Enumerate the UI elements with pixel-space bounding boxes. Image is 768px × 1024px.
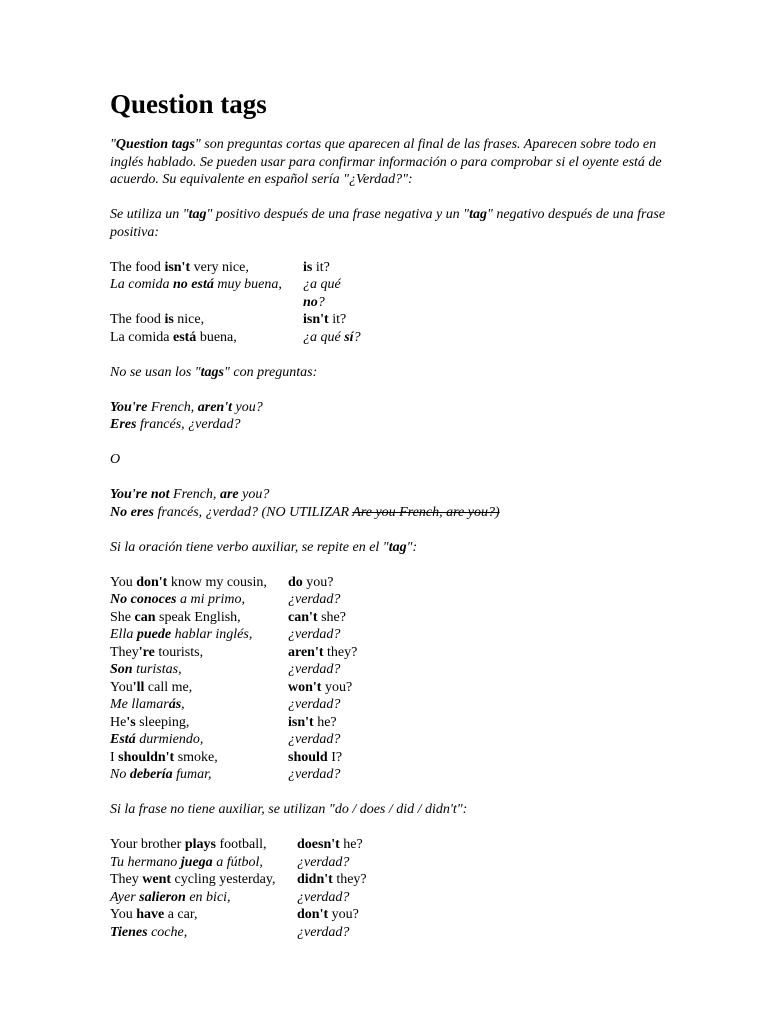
text: French, bbox=[169, 487, 220, 502]
rule-no-questions bbox=[110, 364, 670, 382]
bold-text: 'll bbox=[132, 679, 145, 695]
bold-text: Son bbox=[110, 662, 133, 677]
document-page bbox=[110, 86, 670, 941]
sentence-cell bbox=[110, 766, 288, 784]
rule3-text-b: ": bbox=[406, 539, 418, 555]
bold-text: aren't bbox=[288, 644, 324, 660]
bold-text: can bbox=[134, 609, 156, 625]
text: they? bbox=[332, 872, 367, 887]
intro-text: son preguntas cortas que aparecen al final de las frases. Aparecen sobre todo en inglés hablado. Se pueden usar para confirmar información o para comprobar si el oyente está de acuerdo. Su equivalente en español sería "¿Verdad?": bbox=[110, 137, 662, 187]
text: The food bbox=[110, 312, 165, 327]
tag-cell: ¿verdad? bbox=[288, 662, 341, 677]
sentence-cell bbox=[110, 924, 297, 942]
rule1-text-b: " positivo después de una frase negativa y un " bbox=[206, 207, 470, 222]
text: francés, ¿verdad? bbox=[136, 417, 241, 432]
tag-cell bbox=[303, 276, 361, 311]
rule2-text-b: " con preguntas: bbox=[224, 364, 318, 380]
text: very nice, bbox=[190, 259, 249, 275]
text: know my cousin, bbox=[167, 574, 267, 590]
text: nice, bbox=[173, 312, 205, 327]
tag-cell: ¿verdad? bbox=[288, 592, 341, 607]
table-row bbox=[110, 696, 357, 714]
sentence-cell bbox=[110, 591, 288, 609]
text: he? bbox=[339, 837, 363, 852]
text: fumar, bbox=[172, 767, 212, 782]
tag-cell bbox=[288, 714, 357, 732]
table-row bbox=[110, 924, 367, 942]
bold-text: can't bbox=[288, 609, 318, 625]
sentence-cell bbox=[110, 574, 288, 592]
tag-cell: ¿verdad? bbox=[288, 697, 341, 712]
strikethrough-text: Are you French, are you?) bbox=[352, 504, 500, 520]
table-row bbox=[110, 574, 357, 592]
example-line bbox=[110, 399, 670, 417]
text: sleeping, bbox=[135, 714, 190, 730]
sentence-cell bbox=[110, 609, 288, 627]
text: speak English, bbox=[155, 609, 241, 625]
bold-text: juega bbox=[180, 854, 213, 870]
table-row bbox=[110, 889, 367, 907]
bold-text: isn't bbox=[164, 259, 191, 275]
text: he? bbox=[313, 714, 337, 730]
text: you? bbox=[302, 574, 334, 590]
table-row bbox=[110, 591, 357, 609]
bold-text: doesn't bbox=[297, 837, 340, 852]
tag-cell: ¿verdad? bbox=[297, 889, 350, 905]
bold-text: You're not bbox=[110, 487, 170, 502]
example-line bbox=[110, 504, 670, 522]
text: ¿a qué bbox=[303, 329, 345, 345]
bold-text: puede bbox=[136, 627, 172, 642]
sentence-cell bbox=[110, 661, 288, 679]
text: Your brother bbox=[110, 837, 185, 852]
rule1-tag-b: tag bbox=[469, 207, 487, 222]
table-row bbox=[110, 311, 361, 329]
text: coche, bbox=[147, 924, 188, 940]
bold-text: No eres bbox=[110, 504, 154, 520]
sentence-cell bbox=[110, 259, 303, 277]
text: you? bbox=[232, 399, 263, 415]
tag-cell: ¿verdad? bbox=[297, 854, 350, 870]
tag-cell bbox=[303, 329, 361, 347]
page-title: Question tags bbox=[110, 89, 267, 119]
bold-text: is bbox=[303, 259, 313, 275]
tag-cell bbox=[303, 259, 361, 277]
rule3-text-a: Si la oración tiene verbo auxiliar, se repite en el " bbox=[110, 539, 389, 555]
examples-table-do-does-did bbox=[110, 836, 367, 941]
text: smoke, bbox=[174, 749, 218, 765]
bold-text: salieron bbox=[139, 889, 186, 905]
text: Tu hermano bbox=[110, 854, 181, 870]
table-row bbox=[110, 259, 361, 277]
text: you? bbox=[321, 679, 353, 695]
bold-text: No conoces bbox=[110, 592, 177, 607]
table-row bbox=[110, 871, 367, 889]
text: tourists, bbox=[154, 644, 204, 660]
bold-text: isn't bbox=[303, 312, 329, 327]
bold-text: You're bbox=[110, 399, 148, 415]
tag-cell bbox=[297, 906, 367, 924]
bold-text: Está bbox=[110, 732, 136, 747]
tag-cell bbox=[288, 644, 357, 662]
example-line bbox=[110, 416, 670, 434]
rule2-text-a: No se usan los " bbox=[110, 364, 201, 380]
text: a mi primo, bbox=[176, 592, 245, 607]
bold-text: 's bbox=[126, 714, 136, 730]
text: , bbox=[181, 697, 185, 712]
tag-cell bbox=[288, 609, 357, 627]
text: ? bbox=[317, 294, 325, 310]
sentence-cell bbox=[110, 749, 288, 767]
sentence-cell bbox=[110, 906, 297, 924]
text: Me llamar bbox=[110, 697, 169, 712]
tag-cell: ¿verdad? bbox=[297, 924, 350, 940]
text: hablar inglés, bbox=[171, 627, 253, 642]
bold-text: 're bbox=[138, 644, 155, 660]
table-row bbox=[110, 766, 357, 784]
bold-text: sí bbox=[344, 329, 354, 345]
table-row bbox=[110, 836, 367, 854]
tag-cell: ¿verdad? bbox=[288, 767, 341, 782]
text: She bbox=[110, 609, 135, 625]
sentence-cell bbox=[110, 329, 303, 347]
bold-text: está bbox=[172, 329, 197, 345]
tag-cell bbox=[288, 679, 357, 697]
sentence-cell bbox=[110, 854, 297, 872]
text: you? bbox=[238, 487, 270, 502]
sentence-cell bbox=[110, 679, 288, 697]
table-row bbox=[110, 276, 361, 311]
text: The food bbox=[110, 259, 165, 275]
tag-cell bbox=[297, 871, 367, 889]
bold-text: isn't bbox=[288, 714, 314, 730]
examples-table-auxiliary bbox=[110, 574, 357, 784]
table-row bbox=[110, 609, 357, 627]
text: francés, ¿verdad? (NO UTILIZAR bbox=[153, 504, 353, 520]
bold-text: no está bbox=[173, 277, 214, 292]
bold-text: Eres bbox=[110, 417, 137, 432]
text: They bbox=[110, 872, 143, 887]
intro-quote-close: " bbox=[194, 137, 201, 152]
text: turistas, bbox=[132, 662, 182, 677]
table-row bbox=[110, 854, 367, 872]
table-row bbox=[110, 714, 357, 732]
text: football, bbox=[215, 837, 267, 852]
text: call me, bbox=[144, 679, 193, 695]
sentence-cell bbox=[110, 871, 297, 889]
sentence-cell bbox=[110, 311, 303, 329]
text: buena, bbox=[196, 329, 237, 345]
rule1-text-a: Se utiliza un " bbox=[110, 207, 189, 222]
rule2-tag: tags bbox=[200, 364, 225, 380]
tag-cell: ¿verdad? bbox=[288, 627, 341, 642]
sentence-cell bbox=[110, 714, 288, 732]
bold-text: is bbox=[164, 312, 174, 327]
bold-text: aren't bbox=[197, 399, 232, 415]
text: en bici, bbox=[185, 889, 231, 905]
bold-text: Tienes bbox=[110, 924, 148, 940]
sentence-cell bbox=[110, 276, 303, 311]
text: You bbox=[110, 907, 137, 922]
text: French, bbox=[147, 399, 198, 415]
text: La comida bbox=[110, 329, 173, 345]
rule-auxiliary bbox=[110, 539, 670, 557]
examples-table-positive-negative bbox=[110, 259, 361, 347]
rule3-tag: tag bbox=[388, 539, 407, 555]
bold-text: are bbox=[219, 487, 239, 502]
text: I bbox=[110, 749, 119, 765]
bold-text: shouldn't bbox=[118, 749, 175, 765]
table-row bbox=[110, 906, 367, 924]
text: Ayer bbox=[110, 889, 140, 905]
rule-no-auxiliary: Si la frase no tiene auxiliar, se utilizan "do / does / did / didn't": bbox=[110, 802, 468, 817]
text: they? bbox=[323, 644, 358, 660]
tag-cell bbox=[297, 836, 367, 854]
bold-text: won't bbox=[288, 679, 322, 695]
rule-positive-negative bbox=[110, 206, 670, 241]
text: durmiendo, bbox=[135, 732, 204, 747]
sentence-cell bbox=[110, 696, 288, 714]
table-row bbox=[110, 749, 357, 767]
bold-text: plays bbox=[184, 837, 216, 852]
tag-cell bbox=[303, 311, 361, 329]
sentence-cell bbox=[110, 644, 288, 662]
text: No bbox=[110, 767, 130, 782]
tag-cell bbox=[288, 749, 357, 767]
sentence-cell bbox=[110, 626, 288, 644]
text: You bbox=[110, 679, 133, 695]
text: ¿a qué bbox=[303, 277, 341, 292]
text: it? bbox=[312, 259, 330, 275]
sentence-cell bbox=[110, 731, 288, 749]
or-separator: O bbox=[110, 452, 121, 467]
bold-text: don't bbox=[297, 907, 329, 922]
intro-term: Question tags bbox=[115, 137, 195, 152]
example-line bbox=[110, 486, 670, 504]
table-row bbox=[110, 731, 357, 749]
text: Ella bbox=[110, 627, 137, 642]
table-row bbox=[110, 329, 361, 347]
bold-text: debería bbox=[129, 767, 173, 782]
intro-quote-open: " bbox=[110, 137, 116, 152]
text: They bbox=[110, 644, 139, 660]
tag-cell bbox=[288, 574, 357, 592]
bold-text: should bbox=[288, 749, 328, 765]
bold-text: have bbox=[136, 907, 165, 922]
text: a car, bbox=[164, 907, 198, 922]
text: I? bbox=[327, 749, 343, 765]
text: La comida bbox=[110, 277, 173, 292]
text: You bbox=[110, 574, 137, 590]
text: muy buena, bbox=[213, 277, 282, 292]
sentence-cell bbox=[110, 836, 297, 854]
bold-text: went bbox=[142, 872, 172, 887]
bold-text: didn't bbox=[297, 872, 333, 887]
tag-cell: ¿verdad? bbox=[288, 732, 341, 747]
text: cycling yesterday, bbox=[171, 872, 276, 887]
text: He bbox=[110, 714, 127, 730]
table-row bbox=[110, 661, 357, 679]
text: she? bbox=[317, 609, 346, 625]
text: you? bbox=[328, 907, 359, 922]
table-row bbox=[110, 679, 357, 697]
rule1-tag-a: tag bbox=[188, 207, 207, 222]
text: a fútbol, bbox=[212, 854, 263, 870]
intro-paragraph bbox=[110, 136, 670, 189]
bold-text: no bbox=[303, 294, 318, 310]
rule1-text-c: " negativo después de una frase positiva: bbox=[110, 207, 666, 240]
text: ? bbox=[353, 329, 361, 345]
bold-text: do bbox=[288, 574, 303, 590]
table-row bbox=[110, 644, 357, 662]
table-row bbox=[110, 626, 357, 644]
text: it? bbox=[328, 312, 347, 327]
bold-text: don't bbox=[136, 574, 168, 590]
sentence-cell bbox=[110, 889, 297, 907]
bold-text: ás bbox=[168, 697, 182, 712]
